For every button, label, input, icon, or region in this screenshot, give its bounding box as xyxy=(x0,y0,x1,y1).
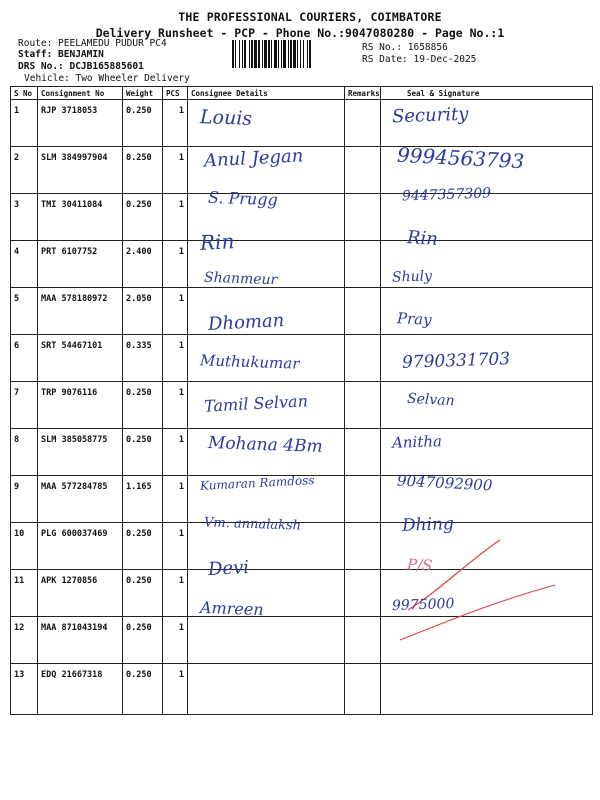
table-row xyxy=(11,570,593,617)
row-weight: 0.250 xyxy=(123,194,163,241)
barcode-bar xyxy=(264,40,267,68)
row-consignment-no: SLM 384997904 xyxy=(38,147,123,194)
row-remarks xyxy=(345,523,381,570)
row-sno: 12 xyxy=(11,617,38,664)
drs-number: DRS No.: DCJB165885601 xyxy=(18,61,144,72)
signature-handwriting: Shuly xyxy=(391,268,433,286)
barcode-bar xyxy=(297,40,298,68)
row-remarks xyxy=(345,288,381,335)
row-weight: 0.250 xyxy=(123,100,163,147)
table-row xyxy=(11,523,593,570)
row-weight: 0.250 xyxy=(123,382,163,429)
runsheet-title: Delivery Runsheet - PCP - Phone No.:9047080280 - Page No.:1 xyxy=(95,26,505,40)
row-weight: 0.250 xyxy=(123,617,163,664)
barcode-bar xyxy=(244,40,246,68)
table-row xyxy=(11,100,593,147)
row-sno: 10 xyxy=(11,523,38,570)
barcode-bar xyxy=(278,40,279,68)
row-seal-signature xyxy=(381,664,593,715)
consignee-handwriting: Anul Jegan xyxy=(203,145,304,172)
row-pcs: 1 xyxy=(163,429,188,476)
row-remarks xyxy=(345,100,381,147)
row-pcs: 1 xyxy=(163,664,188,715)
consignee-handwriting: Dhoman xyxy=(207,310,285,335)
consignee-handwriting: Kumaran Ramdoss xyxy=(199,473,315,493)
row-remarks xyxy=(345,241,381,288)
row-pcs: 1 xyxy=(163,476,188,523)
col-seal: Seal & Signature xyxy=(381,87,593,100)
row-weight: 0.250 xyxy=(123,664,163,715)
barcode-bar xyxy=(262,40,263,68)
barcode-bar xyxy=(254,40,257,68)
row-sno: 1 xyxy=(11,100,38,147)
barcode-bar xyxy=(271,40,272,68)
row-remarks xyxy=(345,335,381,382)
barcode-bar xyxy=(251,40,253,68)
barcode-bar xyxy=(242,40,243,68)
row-consignment-no: MAA 578180972 xyxy=(38,288,123,335)
row-weight: 0.250 xyxy=(123,523,163,570)
row-consignee-details xyxy=(188,617,345,664)
row-consignment-no: MAA 871043194 xyxy=(38,617,123,664)
vehicle-label: Vehicle: Two Wheeler Delivery xyxy=(24,73,190,84)
row-sno: 5 xyxy=(11,288,38,335)
row-remarks xyxy=(345,147,381,194)
table-row xyxy=(11,194,593,241)
table-row xyxy=(11,664,593,715)
row-consignment-no: TMI 30411084 xyxy=(38,194,123,241)
barcode-bar xyxy=(300,40,301,68)
row-consignment-no: TRP 9076116 xyxy=(38,382,123,429)
company-name: THE PROFESSIONAL COURIERS, COIMBATORE xyxy=(178,10,442,24)
row-remarks xyxy=(345,570,381,617)
signature-handwriting: Pray xyxy=(396,309,433,329)
row-consignment-no: SLM 385058775 xyxy=(38,429,123,476)
row-sno: 7 xyxy=(11,382,38,429)
col-pcs: PCS xyxy=(163,87,188,100)
row-consignment-no: PLG 600037469 xyxy=(38,523,123,570)
row-consignment-no: MAA 577284785 xyxy=(38,476,123,523)
row-remarks xyxy=(345,476,381,523)
consignee-handwriting: Tamil Selvan xyxy=(203,391,309,416)
row-sno: 2 xyxy=(11,147,38,194)
barcode xyxy=(232,40,356,68)
signature-handwriting: Security xyxy=(391,103,469,128)
table-row xyxy=(11,241,593,288)
row-pcs: 1 xyxy=(163,335,188,382)
col-remarks: Remarks xyxy=(345,87,381,100)
consignee-handwriting: Devi xyxy=(207,556,250,581)
row-pcs: 1 xyxy=(163,382,188,429)
row-weight: 2.050 xyxy=(123,288,163,335)
row-remarks xyxy=(345,617,381,664)
barcode-bar xyxy=(283,40,286,68)
barcode-bar xyxy=(239,40,240,68)
row-sno: 13 xyxy=(11,664,38,715)
barcode-bar xyxy=(249,40,250,68)
barcode-bar xyxy=(268,40,270,68)
row-pcs: 1 xyxy=(163,100,188,147)
barcode-bar xyxy=(258,40,260,68)
signature-handwriting: 9975000 xyxy=(391,595,455,615)
row-pcs: 1 xyxy=(163,570,188,617)
row-remarks xyxy=(345,382,381,429)
barcode-bar xyxy=(303,40,304,68)
signature-handwriting: Anitha xyxy=(391,432,443,452)
row-weight: 0.250 xyxy=(123,570,163,617)
row-consignment-no: RJP 3718053 xyxy=(38,100,123,147)
row-sno: 3 xyxy=(11,194,38,241)
col-weight: Weight xyxy=(123,87,163,100)
row-pcs: 1 xyxy=(163,147,188,194)
row-weight: 0.250 xyxy=(123,147,163,194)
col-consignment: Consignment No xyxy=(38,87,123,100)
barcode-bar xyxy=(232,40,234,68)
signature-handwriting: 9047092900 xyxy=(396,471,493,495)
row-weight: 2.400 xyxy=(123,241,163,288)
signature-handwriting: 9790331703 xyxy=(401,349,511,373)
barcode-bar xyxy=(290,40,292,68)
row-pcs: 1 xyxy=(163,288,188,335)
consignee-handwriting: Vm. annalaksh xyxy=(203,515,302,534)
signature-handwriting: Dhing xyxy=(401,514,455,536)
row-pcs: 1 xyxy=(163,523,188,570)
row-remarks xyxy=(345,429,381,476)
rs-number: RS No.: 1658856 xyxy=(362,42,448,53)
consignee-handwriting: Amreen xyxy=(199,597,264,620)
row-sno: 11 xyxy=(11,570,38,617)
signature-handwriting: 9447357309 xyxy=(401,185,492,205)
consignee-handwriting: S. Prugg xyxy=(207,187,279,210)
barcode-bar xyxy=(288,40,289,68)
row-seal-signature xyxy=(381,617,593,664)
row-consignment-no: EDQ 21667318 xyxy=(38,664,123,715)
consignee-handwriting: Rin xyxy=(199,229,235,255)
row-weight: 0.335 xyxy=(123,335,163,382)
row-weight: 0.250 xyxy=(123,429,163,476)
row-consignment-no: SRT 54467101 xyxy=(38,335,123,382)
row-sno: 9 xyxy=(11,476,38,523)
barcode-bar xyxy=(307,40,308,68)
barcode-bar xyxy=(274,40,277,68)
row-consignment-no: APK 1270856 xyxy=(38,570,123,617)
signature-handwriting: Selvan xyxy=(406,390,456,410)
row-remarks xyxy=(345,194,381,241)
barcode-bar xyxy=(281,40,282,68)
rs-date: RS Date: 19-Dec-2025 xyxy=(362,54,477,65)
consignee-handwriting: Muthukumar xyxy=(199,351,300,373)
signature-handwriting: Rin xyxy=(406,227,439,250)
signature-handwriting: 9994563793 xyxy=(396,142,525,174)
row-pcs: 1 xyxy=(163,194,188,241)
row-sno: 6 xyxy=(11,335,38,382)
staff-label: Staff: BENJAMIN xyxy=(18,49,104,60)
row-pcs: 1 xyxy=(163,617,188,664)
table-header-row xyxy=(11,87,593,100)
consignee-handwriting: Louis xyxy=(199,106,253,130)
consignee-handwriting: Mohana 4Bm xyxy=(207,433,323,457)
barcode-bar xyxy=(293,40,296,68)
col-sno: S No xyxy=(11,87,38,100)
route-label: Route: PEELAMEDU PUDUR PC4 xyxy=(18,38,167,49)
col-consignee: Consignee Details xyxy=(188,87,345,100)
row-remarks xyxy=(345,664,381,715)
row-consignee-details xyxy=(188,664,345,715)
table-row xyxy=(11,617,593,664)
table-row xyxy=(11,288,593,335)
signature-handwriting: P/S xyxy=(406,555,433,575)
row-consignment-no: PRT 6107752 xyxy=(38,241,123,288)
row-sno: 4 xyxy=(11,241,38,288)
barcode-bar xyxy=(309,40,311,68)
row-sno: 8 xyxy=(11,429,38,476)
barcode-bar xyxy=(235,40,236,68)
consignee-handwriting: Shanmeur xyxy=(203,269,278,289)
row-pcs: 1 xyxy=(163,241,188,288)
row-weight: 1.165 xyxy=(123,476,163,523)
